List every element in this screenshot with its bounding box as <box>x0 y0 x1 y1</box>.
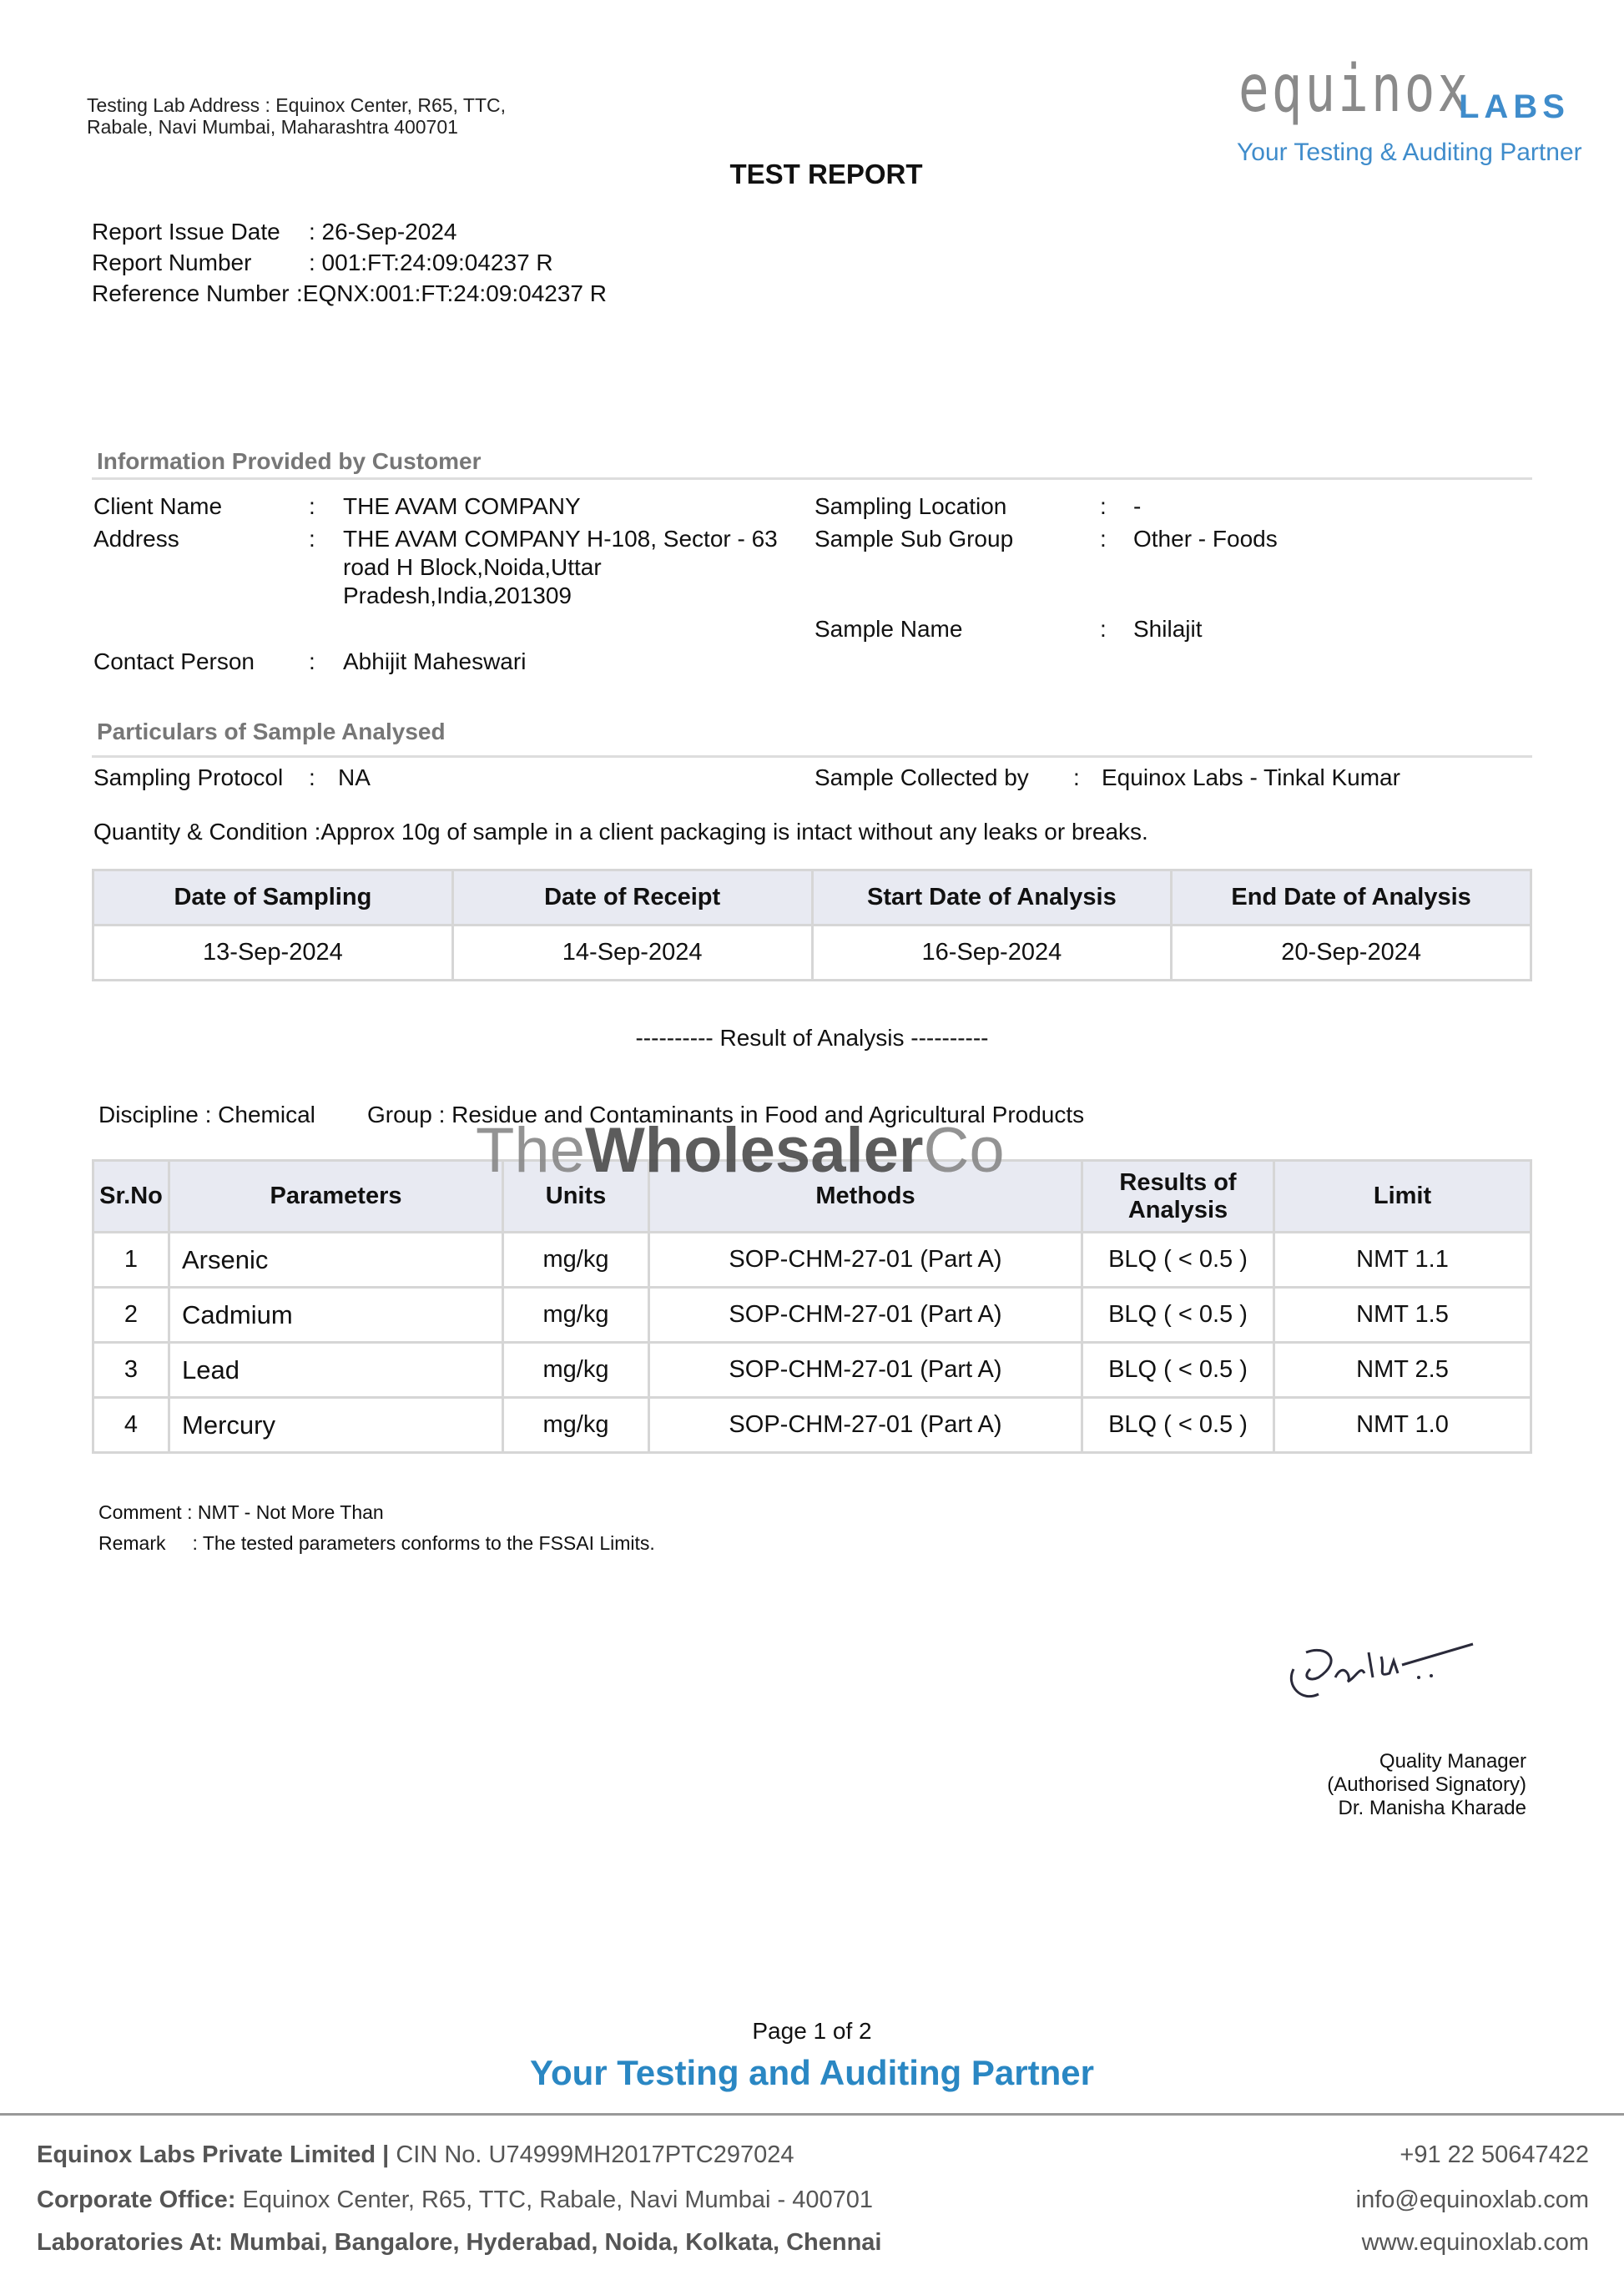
watermark-co: Co <box>923 1115 1005 1186</box>
collected-by-label: Sample Collected by <box>815 764 1029 790</box>
start-date: 16-Sep-2024 <box>812 926 1172 981</box>
table-row <box>93 1343 1531 1398</box>
footer-phone: +91 22 50647422 <box>1400 2141 1589 2168</box>
table-row <box>93 1288 1531 1343</box>
page-title: TEST REPORT <box>729 159 923 189</box>
results-table <box>92 1159 1532 1454</box>
footer-company <box>37 2141 794 2169</box>
collected-by: Equinox Labs - Tinkal Kumar <box>1102 764 1400 790</box>
report-number: : 001:FT:24:09:04237 R <box>309 250 553 275</box>
colon: : <box>1073 764 1080 790</box>
client-name-label: Client Name <box>93 493 223 519</box>
cin: CIN No. U74999MH2017PTC297024 <box>389 2141 794 2168</box>
company-name: Equinox Labs Private Limited | <box>37 2141 390 2168</box>
signatory-block <box>1327 1750 1526 1820</box>
divider <box>92 477 1532 480</box>
sample-name-label: Sample Name <box>815 616 963 642</box>
limit-cell: NMT 1.0 <box>1274 1398 1531 1453</box>
client-name: THE AVAM COMPANY <box>343 493 581 519</box>
group: Group : Residue and Contaminants in Food and Agricultural Products <box>367 1102 1085 1127</box>
colon: : <box>1100 526 1107 552</box>
quantity-condition <box>93 819 1148 845</box>
divider <box>92 755 1532 758</box>
method-cell: SOP-CHM-27-01 (Part A) <box>649 1398 1082 1453</box>
watermark-the: The <box>476 1115 585 1186</box>
parameter-cell: Cadmium <box>169 1288 503 1343</box>
dates-header: Date of Receipt <box>452 870 812 926</box>
colon: : <box>309 526 315 552</box>
unit-cell: mg/kg <box>503 1398 649 1453</box>
results-header: Results of Analysis <box>1082 1161 1274 1233</box>
colon: : <box>309 493 315 519</box>
customer-section-title: Information Provided by Customer <box>97 448 482 474</box>
sampling-location: - <box>1133 493 1142 519</box>
address-line: road H Block,Noida,Uttar <box>343 554 602 580</box>
results-header: Parameters <box>169 1161 503 1233</box>
watermark <box>476 1114 1005 1187</box>
footer-labs: Laboratories At: Mumbai, Bangalore, Hyderabad, Noida, Kolkata, Chennai <box>37 2229 882 2256</box>
lab-address: Testing Lab Address : Equinox Center, R65, TTC, Rabale, Navi Mumbai, Maharashtra 400701 <box>87 94 507 138</box>
equinox-logo <box>1227 52 1594 177</box>
unit-cell: mg/kg <box>503 1343 649 1398</box>
date-of-receipt: 14-Sep-2024 <box>452 926 812 981</box>
colon: : <box>309 648 315 674</box>
signature-icon <box>1277 1627 1485 1719</box>
results-header: Units <box>503 1161 649 1233</box>
unit-cell: mg/kg <box>503 1288 649 1343</box>
report-number-label: Report Number <box>92 250 252 275</box>
reference-number-label: Reference Number <box>92 280 290 306</box>
address-line: Pradesh,India,201309 <box>343 583 572 608</box>
page-number: Page 1 of 2 <box>752 2018 872 2044</box>
quantity-value: Approx 10g of sample in a client packaging is intact without any leaks or breaks. <box>320 819 1148 845</box>
sr-no-cell: 1 <box>93 1233 169 1288</box>
limit-cell: NMT 2.5 <box>1274 1343 1531 1398</box>
office-label: Corporate Office: <box>37 2187 236 2213</box>
colon: : <box>1100 493 1107 519</box>
result-cell: BLQ ( < 0.5 ) <box>1082 1398 1274 1453</box>
remark: Remark : The tested parameters conforms to the FSSAI Limits. <box>98 1532 655 1554</box>
signatory-authority: (Authorised Signatory) <box>1327 1773 1526 1796</box>
results-header: Limit <box>1274 1161 1531 1233</box>
comment: Comment : NMT - Not More Than <box>98 1501 384 1523</box>
results-header: Sr.No <box>93 1161 169 1233</box>
contact-person: Abhijit Maheswari <box>343 648 527 674</box>
sub-group: Other - Foods <box>1133 526 1278 552</box>
discipline: Discipline : Chemical <box>98 1102 315 1127</box>
sr-no-cell: 2 <box>93 1288 169 1343</box>
colon: : <box>309 764 315 790</box>
office-address: Equinox Center, R65, TTC, Rabale, Navi Mumbai - 400701 <box>235 2187 873 2213</box>
contact-label: Contact Person <box>93 648 255 674</box>
method-cell: SOP-CHM-27-01 (Part A) <box>649 1343 1082 1398</box>
method-cell: SOP-CHM-27-01 (Part A) <box>649 1288 1082 1343</box>
address-line: THE AVAM COMPANY H-108, Sector - 63 <box>343 526 778 552</box>
unit-cell: mg/kg <box>503 1233 649 1288</box>
address-label: Address <box>93 526 179 552</box>
results-header: Methods <box>649 1161 1082 1233</box>
protocol-label: Sampling Protocol <box>93 764 284 790</box>
result-cell: BLQ ( < 0.5 ) <box>1082 1343 1274 1398</box>
sampling-location-label: Sampling Location <box>815 493 1007 519</box>
dates-header: Start Date of Analysis <box>812 870 1172 926</box>
quantity-label: Quantity & Condition : <box>93 819 321 845</box>
footer-tagline: Your Testing and Auditing Partner <box>530 2053 1094 2092</box>
logo-tagline: Your Testing & Auditing Partner <box>1237 139 1582 166</box>
sr-no-cell: 3 <box>93 1343 169 1398</box>
limit-cell: NMT 1.1 <box>1274 1233 1531 1288</box>
method-cell: SOP-CHM-27-01 (Part A) <box>649 1233 1082 1288</box>
result-cell: BLQ ( < 0.5 ) <box>1082 1288 1274 1343</box>
issue-date-label: Report Issue Date <box>92 219 280 245</box>
sr-no-cell: 4 <box>93 1398 169 1453</box>
parameter-cell: Mercury <box>169 1398 503 1453</box>
parameter-cell: Arsenic <box>169 1233 503 1288</box>
particulars-section-title: Particulars of Sample Analysed <box>97 719 446 744</box>
watermark-wholesaler: Wholesaler <box>584 1115 924 1186</box>
date-of-sampling: 13-Sep-2024 <box>93 926 453 981</box>
end-date: 20-Sep-2024 <box>1172 926 1531 981</box>
issue-date: : 26-Sep-2024 <box>309 219 457 245</box>
parameter-cell: Lead <box>169 1343 503 1398</box>
footer-divider <box>0 2113 1624 2116</box>
colon: : <box>1100 616 1107 642</box>
sampling-protocol: NA <box>338 764 371 790</box>
logo-labs: LABS <box>1459 88 1570 125</box>
footer-website[interactable]: www.equinoxlab.com <box>1361 2229 1589 2256</box>
sample-name: Shilajit <box>1133 616 1203 642</box>
logo-wordmark: equinox <box>1238 52 1471 127</box>
table-row <box>93 1233 1531 1288</box>
dates-header: End Date of Analysis <box>1172 870 1531 926</box>
signatory-name: Dr. Manisha Kharade <box>1338 1797 1526 1819</box>
signatory-role: Quality Manager <box>1379 1750 1526 1773</box>
reference-number: :EQNX:001:FT:24:09:04237 R <box>296 280 607 306</box>
dates-header: Date of Sampling <box>93 870 453 926</box>
footer-email[interactable]: info@equinoxlab.com <box>1355 2187 1589 2213</box>
table-row <box>93 1398 1531 1453</box>
sub-group-label: Sample Sub Group <box>815 526 1014 552</box>
result-cell: BLQ ( < 0.5 ) <box>1082 1233 1274 1288</box>
footer-office <box>37 2187 873 2214</box>
dates-table <box>92 869 1532 981</box>
limit-cell: NMT 1.5 <box>1274 1288 1531 1343</box>
result-heading: ---------- Result of Analysis ---------- <box>635 1025 989 1051</box>
